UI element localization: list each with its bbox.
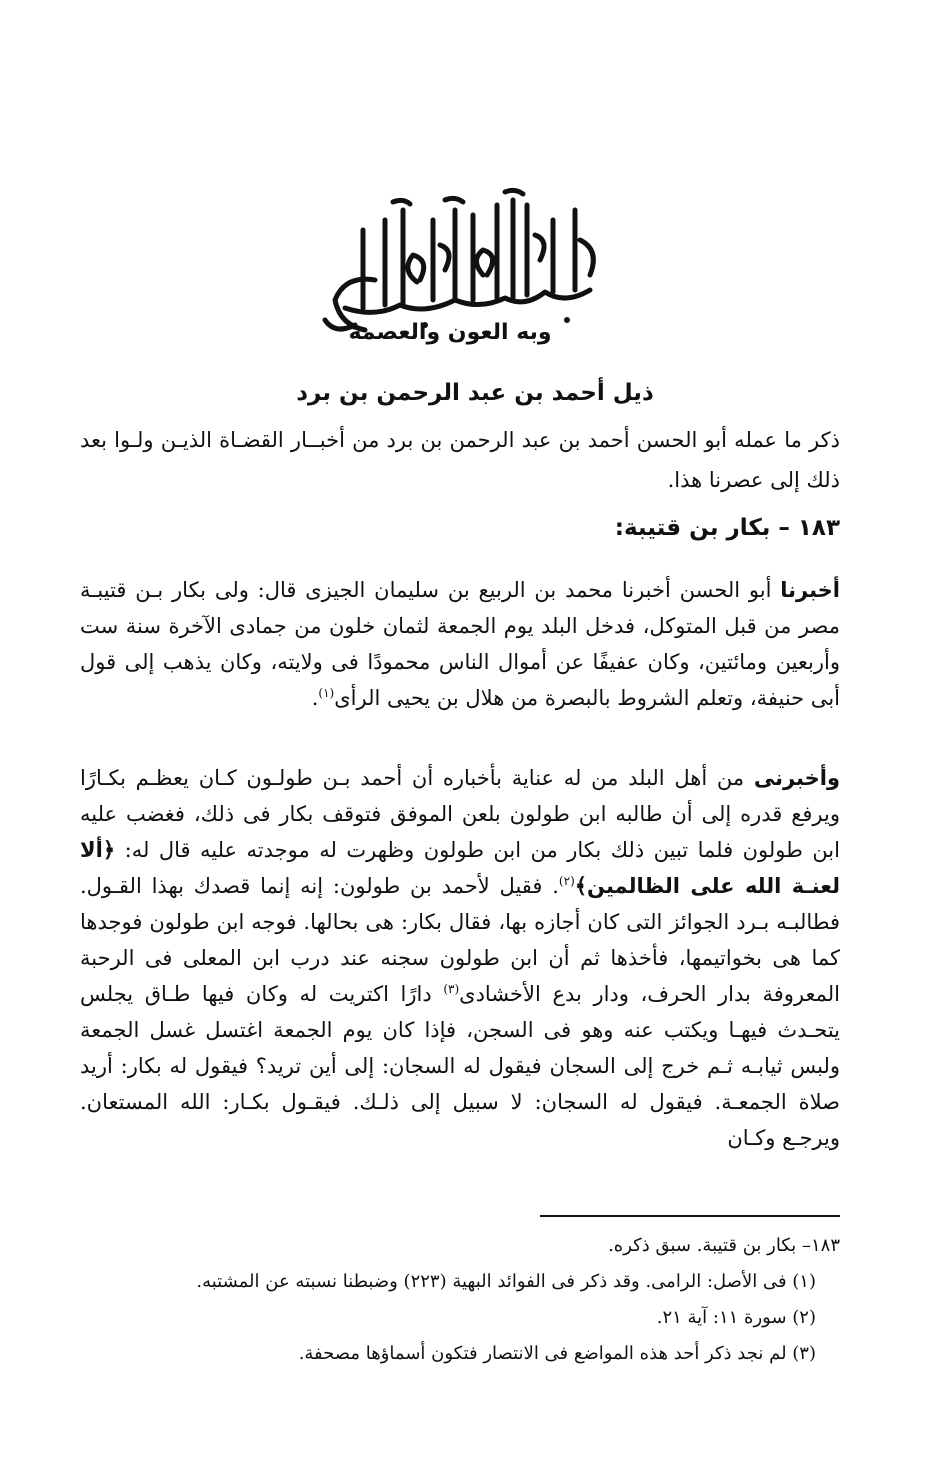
footnote-divider xyxy=(540,1215,840,1217)
paragraph-1-text: أبو الحسن أخبرنا محمد بن الربيع بن سليمان الجيزى قال: ولى بكار بـن قتيبـة مصر من قبل المتوكل، فدخل البلد يوم الجمعة لثمان خلون من جمادى الآخرة سنة ست وأربعين ومائتين، وكان عفيفًا عن أموال الناس محمودًا فى ولايته، وكان يذهب إلى قول أبى حنيفة، وتعلم الشروط بالبصرة من هلال بن يحيى الرأى xyxy=(80,578,840,710)
paragraph-1-lead: أخبرنا xyxy=(780,578,840,602)
entry-heading: ١٨٣ – بكار بن قتيبة: xyxy=(614,515,840,541)
intro-paragraph: ذكر ما عمله أبو الحسن أحمد بن عبد الرحمن بن برد من أخبــار القضـاة الذيـن ولـوا بعد ذلك إلى عصرنا هذا. xyxy=(80,428,840,492)
footnote-ref-1: (١) xyxy=(318,686,335,700)
paragraph-1-end: . xyxy=(311,686,319,710)
footnote-3: (٣) لم نجد ذكر أحد هذه المواضع فى الانتصار فتكون أسماؤها مصحفة. xyxy=(298,1343,816,1364)
footnote-2: (٢) سورة ١١: آية ٢١. xyxy=(656,1307,816,1328)
paragraph-2-text-3: دارًا اكتريت له وكان فيها طـاق يجلس يتحـدث فيهـا ويكتب عنه وهو فى السجن، فإذا كان يوم الجمعة اغتسل غسل الجمعة ولبس ثيابـه ثـم خرج إلى السجان فيقول له السجان: إلى أين تريد؟ فيقول له بكار: أريد صلاة الجمعـة. فيقول له السجان: لا سبيل إلى ذلـك. فيقـول بكـار: الله المستعان. ويرجـع وكـان xyxy=(80,982,840,1150)
paragraph-2-text-2: . فقيل لأحمد بن طولون: إنه إنما قصدك بهذا القـول. فطالبـه بـرد الجوائز التى كان أجازه بها، فقال بكار: هى بحالها. فوجه ابن طولون فوجدها كما هى بخواتيمها، فأخذها ثم أن ابن طولون سجنه عند درب ابن المعلى فى الرحبة المعروفة بدار الحرف، ودار بدع الأخشادى xyxy=(80,874,840,1006)
paragraph-2 xyxy=(80,760,840,1156)
paragraph-2-text-1: من أهل البلد من له عناية بأخباره أن أحمد بـن طولـون كـان يعظـم بكـارًا ويرفع قدره إلى أن طالبه ابن طولون بلعن الموفق فتوقف بكار فى ذلك، فغضب عليه ابن طولون فلما تبين ذلك بكار من ابن طولون وظهرت له موجدته عليه قال له: xyxy=(80,766,840,862)
footnote-ref-3: (٣) xyxy=(443,982,460,996)
footnote-ref-2: (٢) xyxy=(558,874,575,888)
footnotes xyxy=(150,1228,840,1372)
paragraph-2-lead: وأخبرنى xyxy=(753,766,840,790)
invocation-line: وبه العون والعصمة xyxy=(348,320,552,345)
footnote-entry: ١٨٣– بكار بن قتيبة. سبق ذكره. xyxy=(608,1235,840,1256)
footnote-1: (١) فى الأصل: الرامى. وقد ذكر فى الفوائد البهية (٢٢٣) وضبطنا نسبته عن المشتبه. xyxy=(196,1271,816,1292)
section-title: ذيل أحمد بن عبد الرحمن بن برد xyxy=(296,380,654,406)
quran-quote: ﴿ألا لعنـة الله على الظالمين﴾ xyxy=(80,838,840,898)
paragraph-1 xyxy=(80,572,840,716)
